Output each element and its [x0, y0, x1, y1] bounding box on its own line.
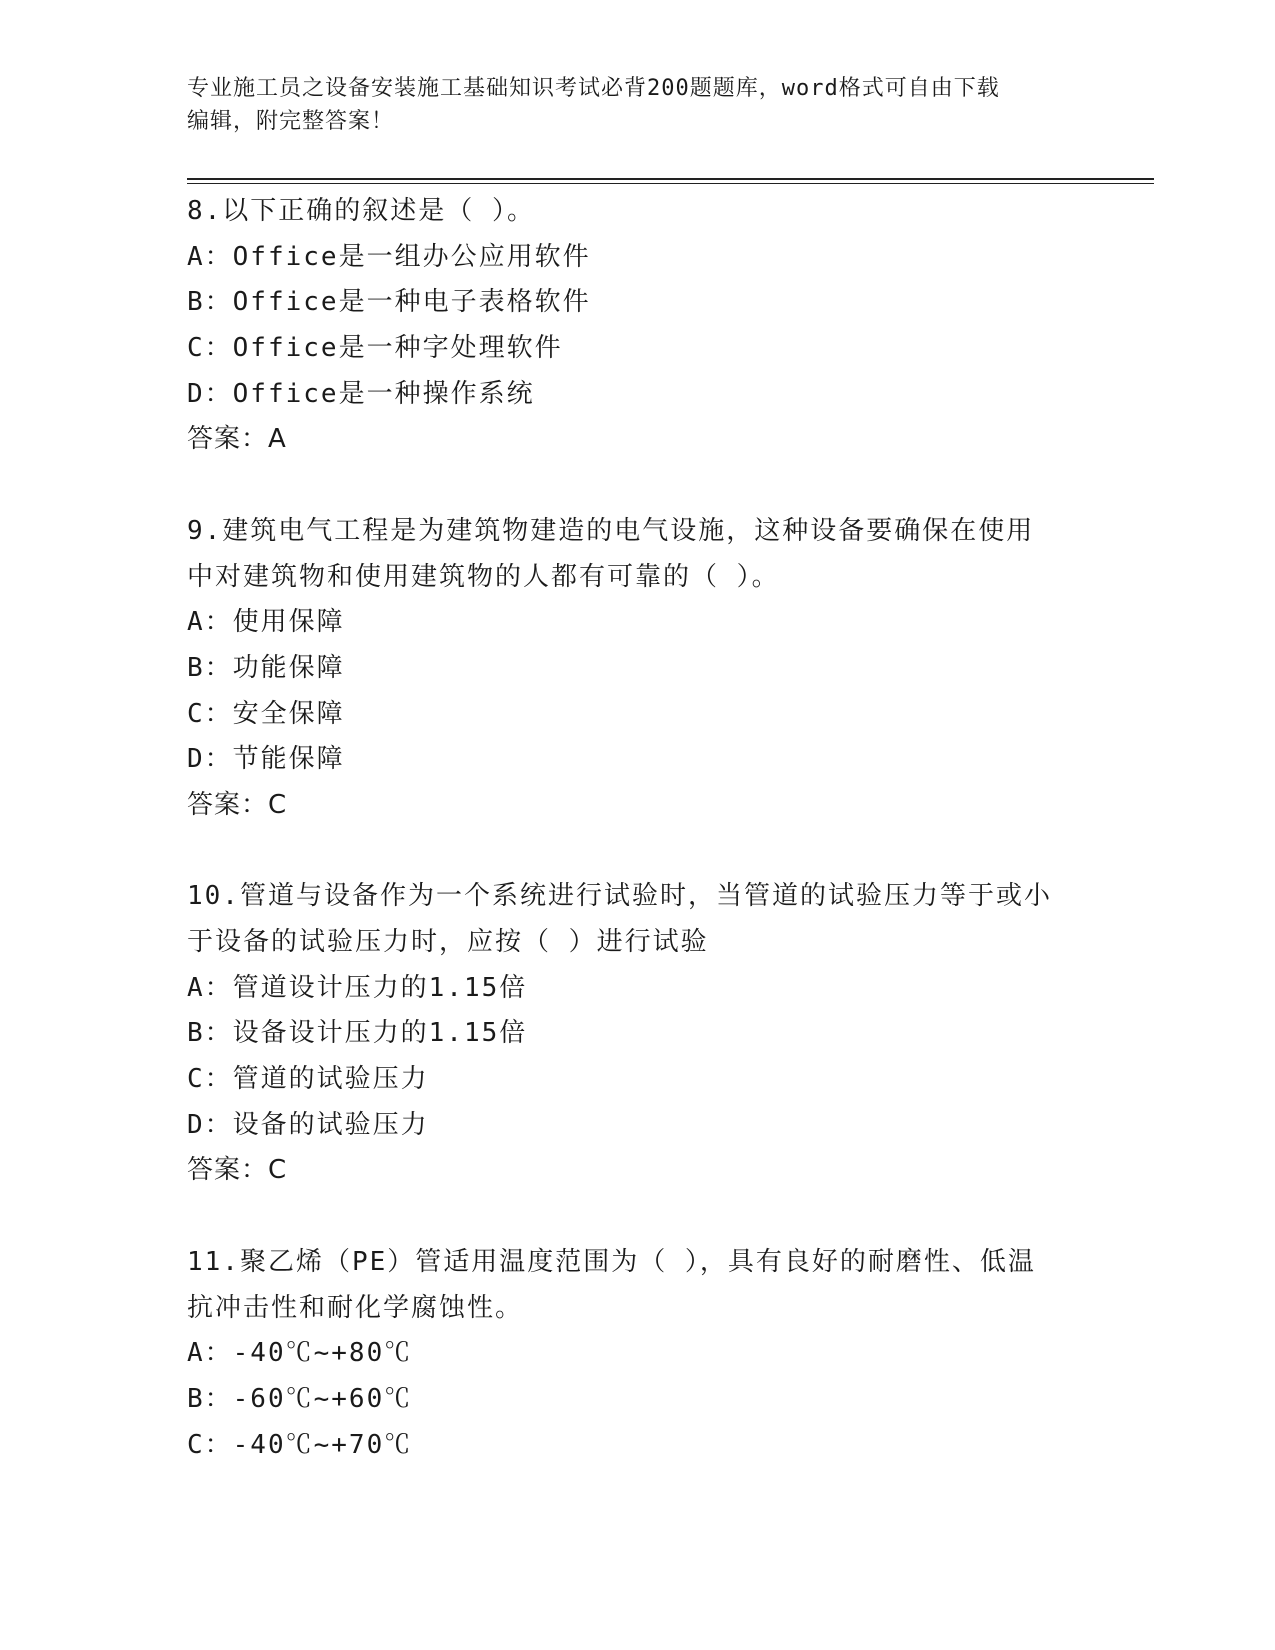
option-c: C：Office是一种字处理软件: [187, 333, 563, 364]
option-c: C：安全保障: [187, 698, 345, 729]
option-a: A：管道设计压力的1.15倍: [187, 972, 528, 1003]
option-b: B：设备设计压力的1.15倍: [187, 1018, 528, 1049]
option-a: A：Office是一组办公应用软件: [187, 241, 591, 272]
answer-line: 答案：C: [187, 789, 288, 820]
question-stem-continued: 于设备的试验压力时，应按（ ）进行试验: [187, 927, 709, 957]
option-c: C：-40℃~+70℃: [187, 1429, 413, 1460]
header-line-1: 专业施工员之设备安装施工基础知识考试必背200题题库，word格式可自由下载: [187, 76, 1000, 101]
option-d: D：设备的试验压力: [187, 1109, 429, 1140]
question-10: [187, 874, 1087, 1194]
header-divider-thin: [187, 183, 1154, 184]
question-stem: 9.建筑电气工程是为建筑物建造的电气设施，这种设备要确保在使用: [187, 515, 1035, 546]
option-b: B：Office是一种电子表格软件: [187, 287, 591, 318]
question-stem-continued: 中对建筑物和使用建筑物的人都有可靠的（ ）。: [187, 561, 780, 592]
answer-line: 答案：A: [187, 424, 287, 455]
question-stem: 11.聚乙烯（PE）管适用温度范围为（ ），具有良好的耐磨性、低温: [187, 1246, 1036, 1277]
document-header: [187, 72, 1087, 138]
question-stem: 8.以下正确的叙述是（ ）。: [187, 196, 535, 226]
header-divider-thick: [187, 178, 1154, 180]
question-11: [187, 1240, 1087, 1468]
header-line-2: 编辑，附完整答案！: [187, 109, 395, 134]
option-d: D：节能保障: [187, 744, 345, 775]
question-8: [187, 189, 1087, 463]
question-stem-continued: 抗冲击性和耐化学腐蚀性。: [187, 1292, 524, 1323]
question-9: [187, 509, 1087, 829]
option-b: B：-60℃~+60℃: [187, 1383, 413, 1414]
option-c: C：管道的试验压力: [187, 1064, 429, 1095]
question-list: [187, 189, 1087, 1468]
question-stem: 10.管道与设备作为一个系统进行试验时，当管道的试验压力等于或小: [187, 881, 1052, 912]
option-a: A：-40℃~+80℃: [187, 1338, 413, 1369]
answer-line: 答案：C: [187, 1155, 288, 1186]
option-b: B：功能保障: [187, 652, 345, 683]
option-a: A：使用保障: [187, 607, 345, 638]
option-d: D：Office是一种操作系统: [187, 378, 535, 409]
